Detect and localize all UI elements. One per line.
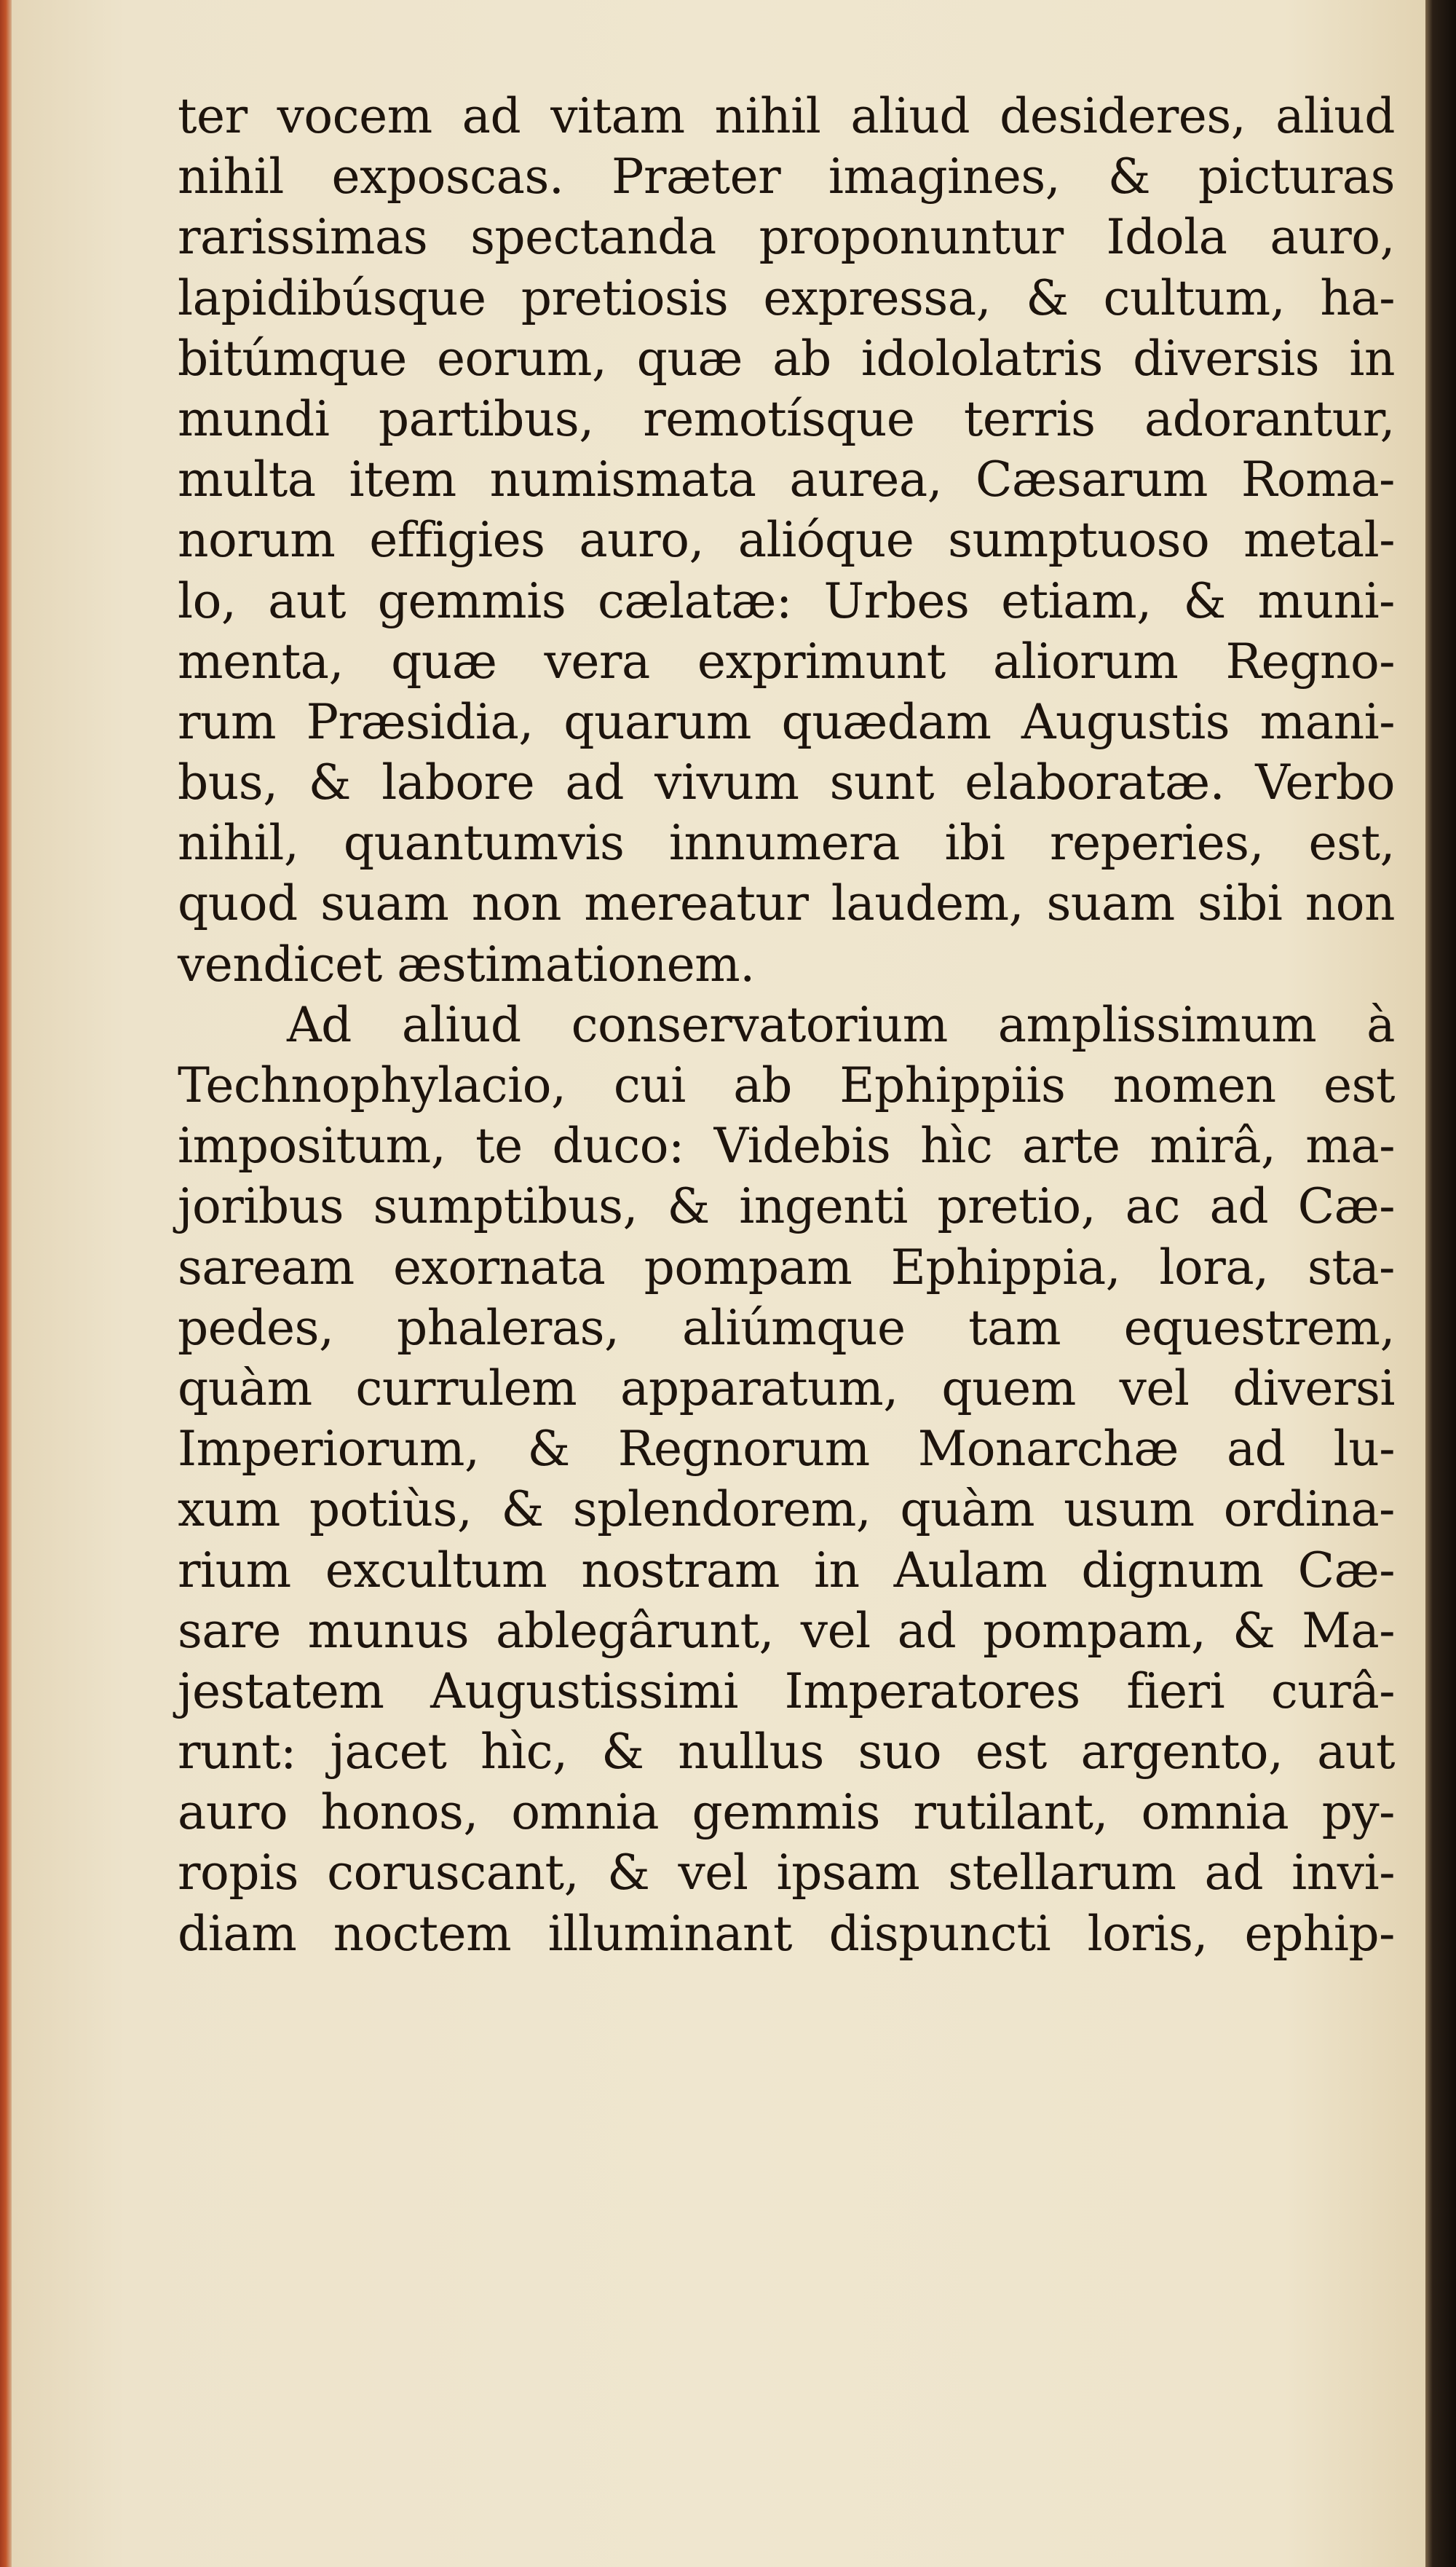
text-line: lo, aut gemmis cælatæ: Urbes etiam, & muni- — [178, 572, 1395, 629]
text-line: pedes, phaleras, aliúmque tam equestrem, — [178, 1299, 1395, 1356]
text-line: lapidibúsque pretiosis expressa, & cultum, ha- — [178, 269, 1395, 326]
text-line: rarissimas spectanda proponuntur Idola auro, — [178, 209, 1395, 266]
text-line: ter vocem ad vitam nihil aliud desideres, aliud — [178, 88, 1395, 144]
text-line: bitúmque eorum, quæ ab idololatris diversis in — [178, 330, 1395, 387]
book-gutter-shadow — [1425, 0, 1456, 2567]
text-line: nihil, quantumvis innumera ibi reperies, est, — [178, 815, 1395, 872]
text-line: auro honos, omnia gemmis rutilant, omnia py- — [178, 1784, 1395, 1841]
text-line: impositum, te duco: Videbis hìc arte mirâ, ma- — [178, 1118, 1395, 1175]
text-line: nihil exposcas. Præter imagines, & picturas — [178, 149, 1395, 205]
text-line: ropis coruscant, & vel ipsam stellarum ad invi- — [178, 1845, 1395, 1901]
text-line: saream exornata pompam Ephippia, lora, sta- — [178, 1239, 1395, 1296]
text-line: Technophylacio, cui ab Ephippiis nomen est — [178, 1057, 1395, 1113]
text-line: Imperiorum, & Regnorum Monarchæ ad lu- — [178, 1421, 1395, 1478]
paragraph-start-line: Ad aliud conservatorium amplissimum à — [287, 996, 1395, 1053]
text-line: multa item numismata aurea, Cæsarum Roma- — [178, 452, 1395, 508]
text-line: quàm currulem apparatum, quem vel diversi — [178, 1360, 1395, 1416]
text-line: rum Præsidia, quarum quædam Augustis mani- — [178, 693, 1395, 750]
text-line: joribus sumptibus, & ingenti pretio, ac ad Cæ- — [178, 1178, 1395, 1235]
text-line: norum effigies auro, alióque sumptuoso metal- — [178, 512, 1395, 569]
text-line: menta, quæ vera exprimunt aliorum Regno- — [178, 633, 1395, 690]
paragraph-end-line: vendicet æstimationem. — [178, 936, 755, 993]
latin-text-block — [178, 86, 1395, 1964]
text-line: diam noctem illuminant dispuncti loris, ephip- — [178, 1905, 1395, 1962]
text-line: xum potiùs, & splendorem, quàm usum ordina- — [178, 1481, 1395, 1538]
text-line: quod suam non mereatur laudem, suam sibi non — [178, 875, 1395, 932]
text-line: rium excultum nostram in Aulam dignum Cæ- — [178, 1542, 1395, 1598]
text-line: mundi partibus, remotísque terris adorantur, — [178, 390, 1395, 447]
text-line: bus, & labore ad vivum sunt elaboratæ. Verbo — [178, 754, 1395, 811]
text-line: runt: jacet hìc, & nullus suo est argento, aut — [178, 1724, 1395, 1781]
text-line: jestatem Augustissimi Imperatores fieri curâ- — [178, 1663, 1395, 1719]
text-line: sare munus ablegârunt, vel ad pompam, & Ma- — [178, 1602, 1395, 1659]
